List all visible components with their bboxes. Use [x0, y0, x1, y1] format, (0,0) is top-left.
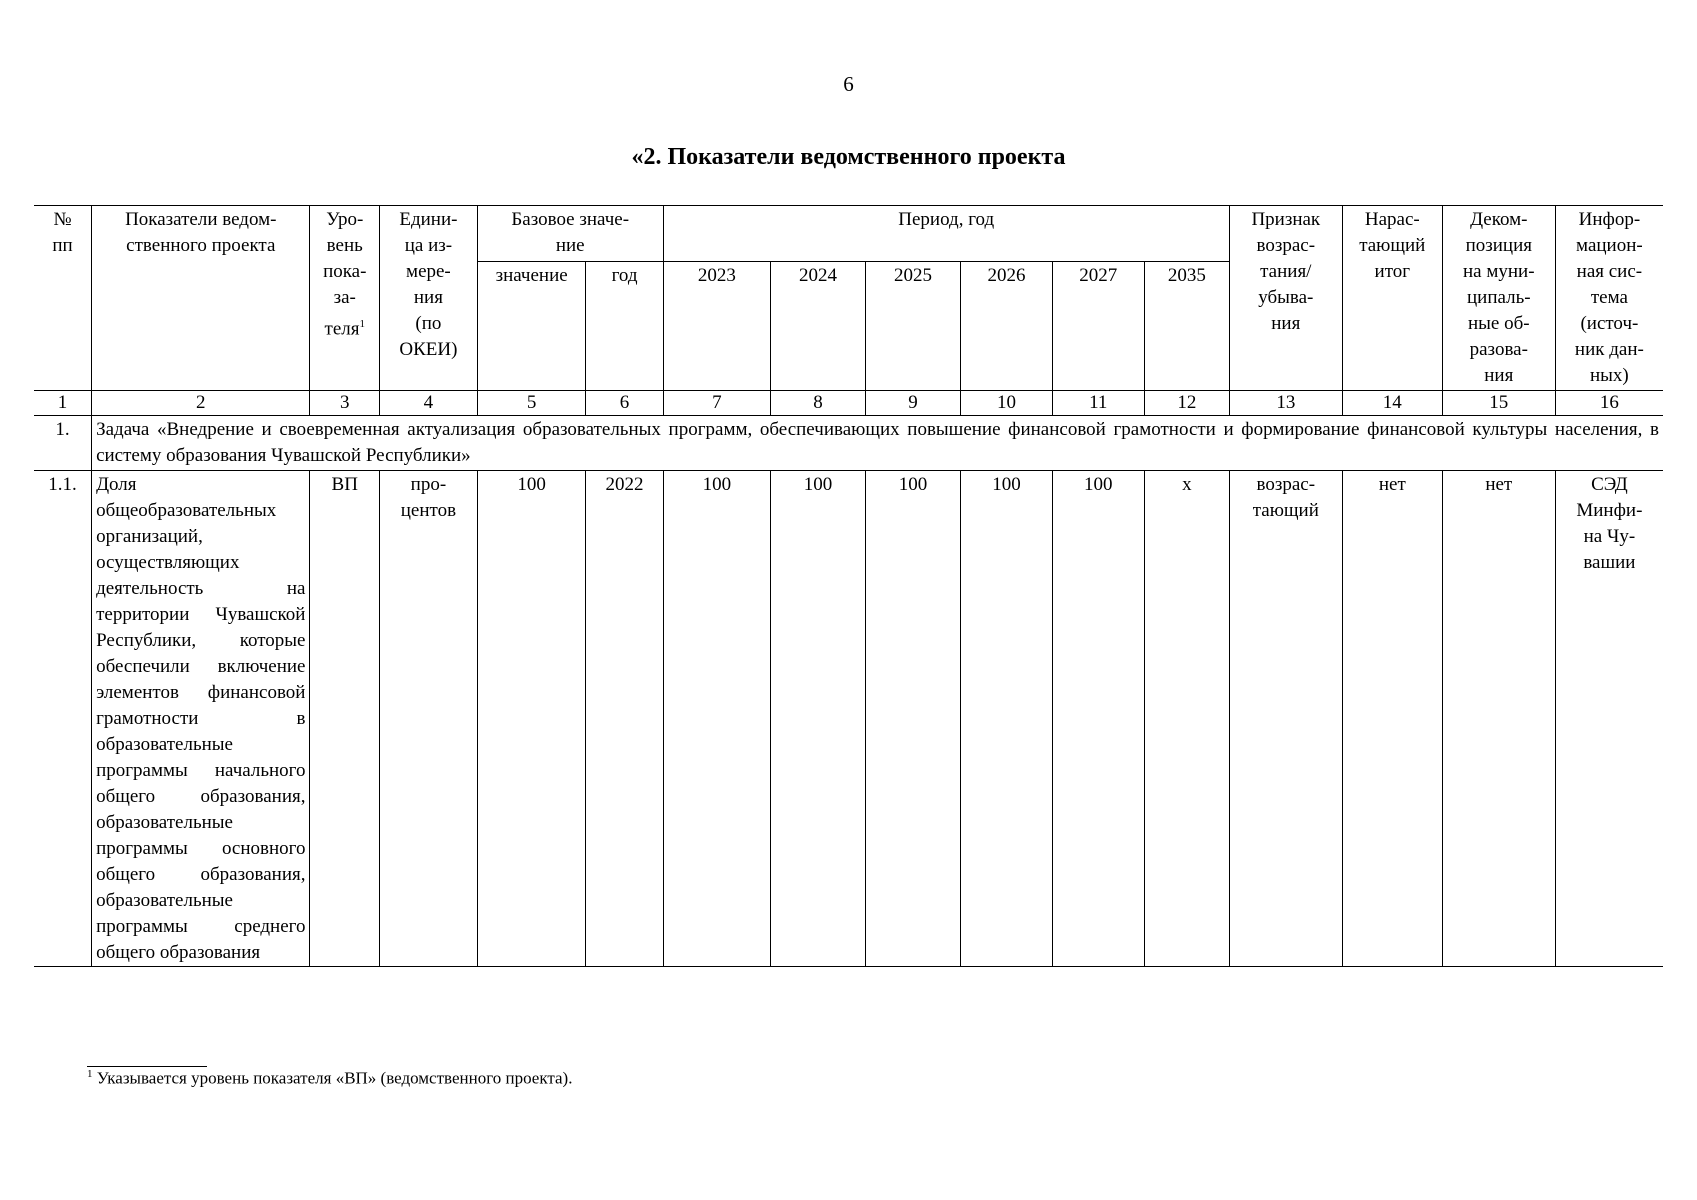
task-row: [34, 416, 1663, 471]
header-sign: Признак возрас- тания/ убыва- ния: [1229, 206, 1342, 391]
header-unit: Едини- ца из- мере- ния (по ОКЕИ): [380, 206, 478, 391]
task-text: Задача «Внедрение и своевременная актуализация образовательных программ, обеспечивающих повышение финансовой грамотности и формирование финансовой культуры населения, в систему образования Чувашской Республики»: [92, 416, 1663, 471]
column-number: 12: [1144, 391, 1229, 416]
section-title: «2. Показатели ведомственного проекта: [631, 144, 1066, 170]
column-number-row: [34, 391, 1663, 416]
decomposition-value: нет: [1442, 471, 1555, 967]
column-number: 14: [1342, 391, 1442, 416]
column-number: 16: [1555, 391, 1663, 416]
column-number: 3: [310, 391, 380, 416]
footnote-divider: [87, 1066, 207, 1067]
base-year: 2022: [586, 471, 663, 967]
header-level: [310, 206, 380, 391]
column-number: 4: [380, 391, 478, 416]
value-2027: 100: [1052, 471, 1144, 967]
value-2035: х: [1144, 471, 1229, 967]
base-value: 100: [477, 471, 586, 967]
column-number: 5: [477, 391, 586, 416]
column-number: 13: [1229, 391, 1342, 416]
sign-value: возрас- тающий: [1229, 471, 1342, 967]
header-no: № пп: [34, 206, 92, 391]
value-2026: 100: [961, 471, 1052, 967]
table-row: [34, 471, 1663, 967]
header-cumulative: Нарас- тающий итог: [1342, 206, 1442, 391]
column-number: 10: [961, 391, 1052, 416]
indicator-name: Доля общеобразовательных организаций, осуществляющих деятельность на территории Чувашской Республики, которые обеспечили включение элементов финансовой грамотности в образовательные программы начального общего образования, образовательные программы основного общего образования, образовательные программы среднего общего образования: [92, 471, 310, 967]
column-number: 8: [771, 391, 866, 416]
cumulative-value: нет: [1342, 471, 1442, 967]
header-info-system: Инфор- мацион- ная сис- тема (источ- ник дан- ных): [1555, 206, 1663, 391]
task-number: 1.: [34, 416, 92, 471]
header-level-text: Уро- вень пока- за- теля: [323, 209, 367, 340]
header-year-2035: 2035: [1144, 261, 1229, 390]
footnote-text: Указывается уровень показателя «ВП» (ведомственного проекта).: [92, 1068, 573, 1088]
footnote-mark: 1: [87, 1068, 93, 1080]
indicators-table: [34, 205, 1663, 967]
value-2025: 100: [865, 471, 961, 967]
header-year-2027: 2027: [1052, 261, 1144, 390]
info-system-value: СЭД Минфи- на Чу- вашии: [1555, 471, 1663, 967]
column-number: 2: [92, 391, 310, 416]
header-decomposition: Деком- позиция на муни- ципаль- ные об- разова- ния: [1442, 206, 1555, 391]
indicator-level: ВП: [310, 471, 380, 967]
header-base-value-sub: значение: [477, 261, 586, 390]
header-row: [34, 206, 1663, 262]
header-indicator: Показатели ведом- ственного проекта: [92, 206, 310, 391]
value-2024: 100: [771, 471, 866, 967]
header-base-value: Базовое значе- ние: [477, 206, 663, 262]
column-number: 1: [34, 391, 92, 416]
indicator-unit: про- центов: [380, 471, 478, 967]
header-year-2026: 2026: [961, 261, 1052, 390]
column-number: 11: [1052, 391, 1144, 416]
header-year-2024: 2024: [771, 261, 866, 390]
header-period: Период, год: [663, 206, 1229, 262]
column-number: 15: [1442, 391, 1555, 416]
column-number: 6: [586, 391, 663, 416]
header-year-2023: 2023: [663, 261, 771, 390]
page-number: 6: [843, 72, 854, 96]
row-number: 1.1.: [34, 471, 92, 967]
header-year-2025: 2025: [865, 261, 961, 390]
value-2023: 100: [663, 471, 771, 967]
header-base-year-sub: год: [586, 261, 663, 390]
column-number: 9: [865, 391, 961, 416]
footnote: [87, 1068, 572, 1089]
column-number: 7: [663, 391, 771, 416]
footnote-ref: 1: [359, 318, 365, 330]
